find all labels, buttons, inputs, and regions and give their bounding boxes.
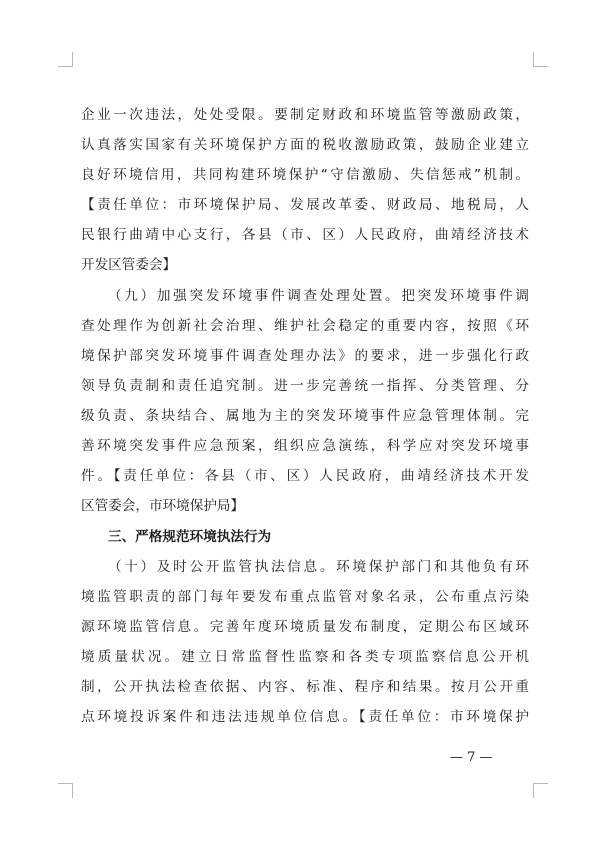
text-line: 认真落实国家有关环境保护方面的税收激励政策，鼓励企业建立 — [81, 137, 529, 153]
text-line: 企业一次违法，处处受限。要制定财政和环境监管等激励政策， — [81, 107, 529, 123]
crop-mark-top-left — [58, 52, 73, 67]
text-line: 领导负责制和责任追究制。进一步完善统一指挥、分类管理、分 — [81, 378, 529, 394]
text-line: 境保护部突发环境事件调查处理办法》的要求，进一步强化行政 — [81, 348, 529, 364]
text-line: 制，公开执法检查依据、内容、标准、程序和结果。按月公开重 — [81, 679, 529, 695]
text-line: 【责任单位：市环境保护局、发展改革委、财政局、地税局，人 — [81, 197, 529, 213]
text-line: 查处理作为创新社会治理、维护社会稳定的重要内容，按照《环 — [81, 318, 529, 334]
text-line: 善环境突发事件应急预案，组织应急演练，科学应对突发环境事 — [81, 438, 529, 454]
text-line: （十）及时公开监管执法信息。环境保护部门和其他负有环 — [108, 559, 529, 575]
text-line: 级负责、条块结合、属地为主的突发环境事件应急管理体制。完 — [81, 408, 529, 424]
section-heading: 三、严格规范环境执法行为 — [108, 529, 272, 545]
text-line: 点环境投诉案件和违法违规单位信息。【责任单位：市环境保护 — [81, 709, 529, 725]
text-line: 件。【责任单位：各县（市、区）人民政府，曲靖经济技术开发 — [81, 468, 529, 484]
page-number: — 7 — — [450, 750, 493, 765]
text-line: 区管委会，市环境保护局】 — [81, 498, 245, 514]
text-line: 良好环境信用，共同构建环境保护“守信激励、失信惩戒”机制。 — [81, 167, 529, 183]
crop-mark-top-right — [533, 52, 548, 67]
text-line: 境质量状况。建立日常监督性监察和各类专项监察信息公开机 — [81, 649, 529, 665]
text-line: （九）加强突发环境事件调查处理处置。把突发环境事件调 — [108, 288, 529, 304]
text-line: 源环境监管信息。完善年度环境质量发布制度，定期公布区域环 — [81, 619, 529, 635]
text-line: 开发区管委会】 — [81, 257, 177, 273]
text-line: 民银行曲靖中心支行，各县（市、区）人民政府，曲靖经济技术 — [81, 227, 529, 243]
crop-mark-bottom-left — [58, 783, 73, 798]
text-line: 境监管职责的部门每年要发布重点监管对象名录，公布重点污染 — [81, 589, 529, 605]
crop-mark-bottom-right — [533, 783, 548, 798]
